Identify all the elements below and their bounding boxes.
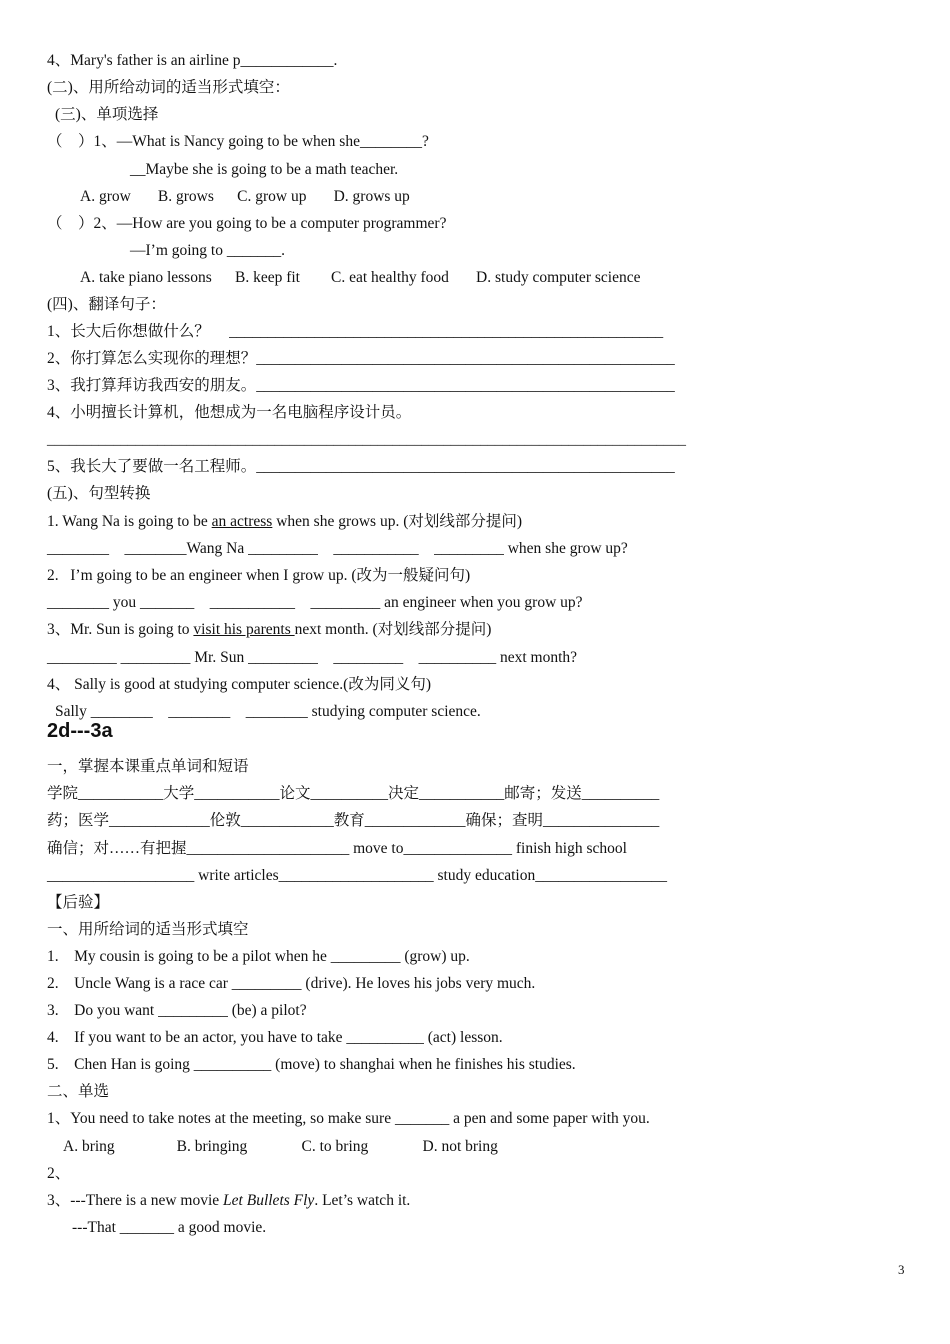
- section-line-6: 一、用所给词的适当形式填空: [47, 921, 249, 938]
- transform-q4-answer: Sally ________ ________ ________ studying computer science.: [55, 703, 481, 720]
- transform-q3: 3、Mr. Sun is going to visit his parents next month. (对划线部分提问): [47, 621, 492, 638]
- transform-q2-answer: ________ you _______ ___________ _________ an engineer when you grow up?: [47, 594, 583, 611]
- line-top-15: 5、我长大了要做一名工程师。______________________________________________________: [47, 458, 675, 475]
- line-top-5: A. grow B. grows C. grow up D. grows up: [80, 188, 410, 205]
- page-number: 3: [898, 1262, 905, 1277]
- section-line-7: 1. My cousin is going to be a pilot when he _________ (grow) up.: [47, 948, 470, 965]
- line-top-4: __Maybe she is going to be a math teacher.: [130, 161, 399, 178]
- section-line-13: 1、You need to take notes at the meeting, so make sure _______ a pen and some paper with you.: [47, 1110, 650, 1127]
- transform-q3-answer: _________ _________ Mr. Sun _________ _________ __________ next month?: [47, 649, 578, 666]
- line-top-8: A. take piano lessons B. keep fit C. eat healthy food D. study computer science: [80, 269, 641, 286]
- line-top-14: _______________________________________________________________________________________: [47, 432, 686, 448]
- section-line-15: 2、: [47, 1165, 71, 1182]
- transform-q1-answer: ________ ________Wang Na _________ ___________ _________ when she grow up?: [47, 540, 628, 557]
- transform-q4: 4、 Sally is good at studying computer science.(改为同义句): [47, 676, 431, 693]
- line-top-7: —I’m going to _______.: [130, 242, 285, 259]
- section-q3: 3、---There is a new movie Let Bullets Fly. Let’s watch it.: [47, 1192, 411, 1209]
- section-line-4: ___________________ write articles____________________ study education_________________: [47, 867, 667, 884]
- line-top-10: 1、长大后你想做什么？ ________________________________________________________: [47, 323, 664, 340]
- section-line-2: 药；医学_____________伦敦____________教育_____________确保；查明_______________: [47, 812, 660, 829]
- line-top-1: (二)、用所给动词的适当形式填空：: [47, 79, 290, 96]
- line-top-3: （ ）1、—What is Nancy going to be when she________?: [47, 133, 429, 150]
- section-line-0: 一，掌握本课重点单词和短语: [47, 758, 249, 775]
- transform-q2: 2. I’m going to be an engineer when I grow up. (改为一般疑问句): [47, 567, 471, 584]
- section-line-5: 【后验】: [47, 894, 110, 911]
- section-line-11: 5. Chen Han is going __________ (move) to shanghai when he finishes his studies.: [47, 1056, 576, 1073]
- line-top-12: 3、我打算拜访我西安的朋友。______________________________________________________: [47, 377, 675, 394]
- section-line-14: A. bring B. bringing C. to bring D. not bring: [63, 1138, 498, 1155]
- section-q3-answer: ---That _______ a good movie.: [72, 1219, 267, 1236]
- section-line-9: 3. Do you want _________ (be) a pilot?: [47, 1002, 307, 1019]
- line-top-11: 2、你打算怎么实现你的理想？______________________________________________________: [47, 350, 675, 367]
- transform-q1: 1. Wang Na is going to be an actress when she grows up. (对划线部分提问): [47, 513, 523, 530]
- line-top-16: (五)、句型转换: [47, 485, 151, 502]
- section-line-3: 确信；对……有把握_____________________ move to______________ finish high school: [47, 840, 627, 857]
- line-top-13: 4、小明擅长计算机，他想成为一名电脑程序设计员。: [47, 404, 412, 421]
- section-line-1: 学院___________大学___________论文__________决定___________邮寄；发送__________: [47, 785, 660, 802]
- section-line-10: 4. If you want to be an actor, you have to take __________ (act) lesson.: [47, 1029, 503, 1046]
- section-line-12: 二、单选: [47, 1083, 110, 1100]
- line-top-9: (四)、翻译句子：: [47, 296, 166, 313]
- line-top-6: （ ）2、—How are you going to be a computer programmer?: [47, 215, 447, 232]
- section-heading: 2d---3a: [47, 720, 113, 742]
- line-top-2: (三)、单项选择: [55, 106, 159, 123]
- line-top-0: 4、Mary's father is an airline p____________.: [47, 52, 338, 69]
- section-line-8: 2. Uncle Wang is a race car _________ (drive). He loves his jobs very much.: [47, 975, 536, 992]
